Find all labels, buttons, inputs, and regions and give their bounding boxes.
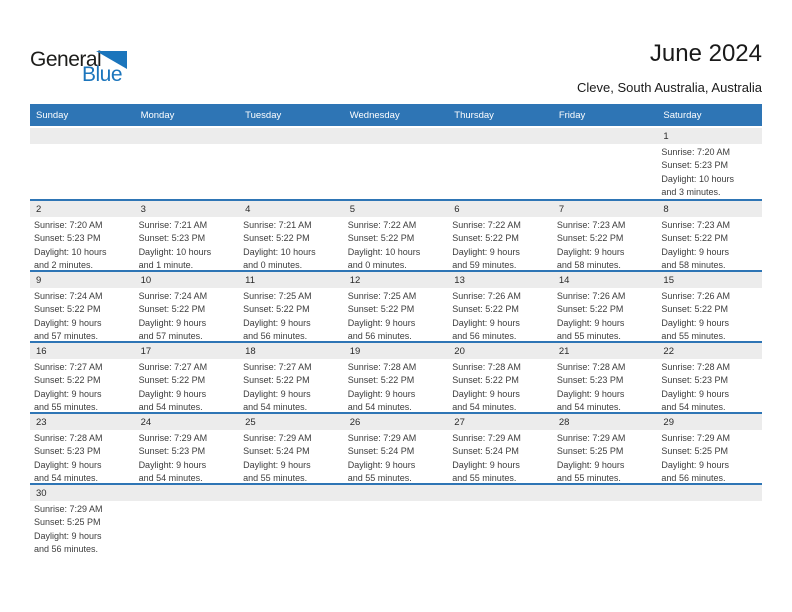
day-info-line: Sunrise: 7:21 AM (138, 220, 208, 230)
day-number: 8 (663, 203, 669, 215)
day-info-line: Sunset: 5:23 PM (34, 446, 101, 457)
day-cell (30, 430, 135, 486)
day-cell (448, 288, 553, 344)
day-info-line: Daylight: 9 hours (34, 530, 102, 541)
weekday-label: Monday (140, 109, 175, 121)
day-cell (448, 359, 553, 415)
day-info-line: Daylight: 9 hours (243, 459, 311, 470)
day-info-line: Daylight: 10 hours (661, 173, 734, 184)
calendar-weeks (30, 128, 762, 554)
day-number: 4 (245, 203, 251, 215)
day-info-line: Sunrise: 7:29 AM (661, 433, 730, 443)
day-info-line: Sunrise: 7:23 AM (556, 220, 626, 230)
day-info-line: and 56 minutes. (452, 331, 517, 342)
day-info-line: Sunset: 5:24 PM (452, 446, 519, 457)
day-info-line: Sunrise: 7:27 AM (243, 362, 312, 372)
day-info-line: Daylight: 9 hours (452, 388, 520, 399)
day-info-line: Daylight: 9 hours (138, 317, 207, 328)
day-info-line: Sunrise: 7:27 AM (138, 362, 208, 372)
content-band (30, 288, 762, 344)
day-info-line: Sunrise: 7:29 AM (347, 433, 417, 443)
day-info-line: Sunset: 5:23 PM (34, 233, 101, 244)
week-row (30, 483, 762, 554)
day-info-line: Daylight: 9 hours (34, 459, 102, 470)
weekday-label: Wednesday (349, 109, 400, 121)
day-number: 13 (454, 274, 465, 286)
day-info-line: and 55 minutes. (556, 331, 621, 342)
week-row (30, 412, 762, 483)
date-band (30, 414, 762, 430)
day-info-line: Sunset: 5:22 PM (347, 375, 415, 386)
day-info-line: and 56 minutes. (661, 473, 726, 484)
day-number: 11 (245, 274, 256, 286)
day-info-line: Sunrise: 7:29 AM (138, 433, 208, 443)
day-cell (344, 359, 449, 415)
day-info-line: Sunset: 5:22 PM (243, 233, 310, 244)
day-cell (448, 217, 553, 273)
day-info-line: Sunrise: 7:24 AM (34, 291, 103, 301)
day-info-line: Daylight: 9 hours (138, 388, 207, 399)
day-cell (239, 288, 344, 344)
day-info-line: Daylight: 9 hours (556, 459, 625, 470)
day-info-line: and 55 minutes. (243, 473, 308, 484)
day-cell (239, 501, 344, 557)
day-cell (344, 144, 449, 200)
date-band (30, 485, 762, 501)
day-cell (135, 288, 240, 344)
day-info-line: Sunset: 5:25 PM (556, 446, 624, 457)
day-info-line: Sunrise: 7:24 AM (138, 291, 208, 301)
day-info-line: Sunset: 5:22 PM (347, 304, 415, 315)
day-cell (135, 430, 240, 486)
day-info-line: and 55 minutes. (34, 402, 99, 413)
day-number: 18 (245, 345, 256, 357)
day-cell (448, 501, 553, 557)
day-info-line: and 57 minutes. (138, 331, 203, 342)
day-number: 15 (663, 274, 674, 286)
day-info-line: Sunset: 5:22 PM (34, 375, 101, 386)
day-info-line: and 54 minutes. (347, 402, 412, 413)
day-number: 9 (36, 274, 42, 286)
day-info-line: and 55 minutes. (556, 473, 621, 484)
day-info-line: Daylight: 9 hours (556, 317, 625, 328)
day-info-line: Sunset: 5:23 PM (556, 375, 624, 386)
day-info-line: Sunset: 5:22 PM (556, 233, 624, 244)
date-band (30, 272, 762, 288)
day-info-line: Sunrise: 7:26 AM (452, 291, 521, 301)
day-cell (657, 430, 762, 486)
day-info-line: Daylight: 9 hours (556, 388, 625, 399)
week-row (30, 270, 762, 341)
day-info-line: and 58 minutes. (661, 260, 726, 271)
day-info-line: Sunrise: 7:22 AM (347, 220, 417, 230)
day-info-line: Sunrise: 7:25 AM (243, 291, 312, 301)
day-info-line: Sunrise: 7:23 AM (661, 220, 730, 230)
day-info-line: Sunrise: 7:28 AM (556, 362, 626, 372)
day-number: 10 (140, 274, 152, 286)
content-band (30, 217, 762, 273)
day-info-line: and 56 minutes. (34, 544, 99, 555)
day-info-line: Sunset: 5:24 PM (347, 446, 415, 457)
day-info-line: Daylight: 9 hours (661, 459, 729, 470)
location-subtitle: Cleve, South Australia, Australia (577, 80, 762, 95)
day-info-line: Sunset: 5:22 PM (661, 304, 728, 315)
day-number: 2 (36, 203, 42, 215)
week-row (30, 199, 762, 270)
day-number: 20 (454, 345, 465, 357)
day-info-line: and 0 minutes. (347, 260, 407, 271)
day-info-line: Daylight: 9 hours (243, 317, 311, 328)
content-band (30, 144, 762, 200)
day-info-line: Sunrise: 7:29 AM (556, 433, 626, 443)
day-number: 12 (349, 274, 361, 286)
day-info-line: Sunrise: 7:26 AM (556, 291, 626, 301)
day-info-line: Sunrise: 7:29 AM (243, 433, 312, 443)
day-info-line: Sunrise: 7:29 AM (452, 433, 521, 443)
day-info-line: and 54 minutes. (243, 402, 308, 413)
page-title: June 2024 (649, 40, 762, 67)
day-info-line: and 3 minutes. (661, 187, 721, 198)
day-info-line: and 54 minutes. (661, 402, 726, 413)
day-cell (344, 501, 449, 557)
day-number: 29 (663, 416, 674, 428)
day-info-line: Sunset: 5:23 PM (138, 446, 206, 457)
day-info-line: and 55 minutes. (452, 473, 517, 484)
day-info-line: Sunset: 5:22 PM (243, 375, 310, 386)
day-cell (239, 430, 344, 486)
day-cell (344, 430, 449, 486)
logo-text-blue: Blue (82, 63, 123, 86)
day-info-line: and 1 minute. (138, 260, 194, 271)
day-number: 17 (140, 345, 152, 357)
day-number: 3 (140, 203, 146, 215)
day-info-line: and 58 minutes. (556, 260, 621, 271)
day-cell (553, 144, 658, 200)
day-info-line: Daylight: 9 hours (347, 317, 416, 328)
day-info-line: Sunrise: 7:28 AM (661, 362, 730, 372)
day-info-line: Sunrise: 7:29 AM (34, 504, 103, 514)
day-cell (657, 144, 762, 200)
day-number: 24 (140, 416, 152, 428)
day-number: 7 (558, 203, 565, 215)
day-cell (30, 288, 135, 344)
day-number: 19 (349, 345, 361, 357)
day-info-line: Daylight: 10 hours (347, 246, 421, 257)
day-cell (553, 359, 658, 415)
day-cell (30, 501, 135, 557)
content-band (30, 359, 762, 415)
day-info-line: and 54 minutes. (34, 473, 99, 484)
day-info-line: Daylight: 10 hours (138, 246, 212, 257)
day-cell (30, 217, 135, 273)
day-cell (553, 430, 658, 486)
day-info-line: Sunset: 5:22 PM (452, 375, 519, 386)
day-info-line: and 2 minutes. (34, 260, 94, 271)
day-cell (135, 144, 240, 200)
day-info-line: and 54 minutes. (452, 402, 517, 413)
day-info-line: Daylight: 9 hours (347, 388, 416, 399)
day-info-line: Sunset: 5:22 PM (34, 304, 101, 315)
day-cell (657, 217, 762, 273)
day-cell (135, 217, 240, 273)
day-info-line: and 56 minutes. (243, 331, 308, 342)
date-band (30, 343, 762, 359)
day-info-line: Sunset: 5:22 PM (556, 304, 624, 315)
day-cell (553, 288, 658, 344)
day-cell (135, 501, 240, 557)
day-number: 27 (454, 416, 465, 428)
day-cell (553, 501, 658, 557)
day-info-line: Sunrise: 7:26 AM (661, 291, 730, 301)
week-row (30, 341, 762, 412)
day-info-line: Sunrise: 7:21 AM (243, 220, 312, 230)
day-info-line: and 55 minutes. (661, 331, 726, 342)
calendar-table (30, 104, 762, 554)
day-info-line: Sunrise: 7:28 AM (452, 362, 521, 372)
day-number: 14 (558, 274, 570, 286)
weekday-label: Sunday (36, 109, 69, 121)
day-info-line: Daylight: 9 hours (556, 246, 625, 257)
day-info-line: Sunrise: 7:20 AM (661, 147, 730, 157)
day-cell (30, 359, 135, 415)
day-cell (657, 359, 762, 415)
day-info-line: Sunset: 5:23 PM (138, 233, 206, 244)
day-info-line: Daylight: 9 hours (452, 459, 520, 470)
day-info-line: Sunset: 5:25 PM (34, 517, 101, 528)
day-info-line: Sunrise: 7:22 AM (452, 220, 521, 230)
day-info-line: Daylight: 9 hours (661, 388, 729, 399)
day-info-line: and 56 minutes. (347, 331, 412, 342)
day-info-line: Daylight: 9 hours (138, 459, 207, 470)
weekday-header-row (30, 104, 762, 126)
day-info-line: Sunset: 5:24 PM (243, 446, 310, 457)
day-number: 1 (663, 130, 669, 142)
day-number: 25 (245, 416, 256, 428)
day-info-line: and 0 minutes. (243, 260, 303, 271)
day-info-line: Sunset: 5:25 PM (661, 446, 728, 457)
day-cell (657, 288, 762, 344)
weekday-label: Saturday (663, 109, 702, 121)
day-cell (239, 359, 344, 415)
day-cell (344, 217, 449, 273)
day-number: 16 (36, 345, 47, 357)
day-info-line: and 54 minutes. (138, 402, 203, 413)
day-info-line: and 57 minutes. (34, 331, 99, 342)
day-info-line: Sunrise: 7:27 AM (34, 362, 103, 372)
day-cell (30, 144, 135, 200)
day-info-line: Daylight: 9 hours (243, 388, 311, 399)
day-cell (344, 288, 449, 344)
day-number: 21 (558, 345, 570, 357)
content-band (30, 501, 762, 557)
day-info-line: Sunset: 5:22 PM (452, 233, 519, 244)
day-info-line: Sunrise: 7:25 AM (347, 291, 417, 301)
general-blue-logo (30, 50, 140, 92)
day-number: 22 (663, 345, 674, 357)
day-info-line: Sunset: 5:22 PM (138, 375, 206, 386)
day-cell (553, 217, 658, 273)
day-info-line: and 59 minutes. (452, 260, 517, 271)
date-band (30, 201, 762, 217)
day-info-line: Sunset: 5:23 PM (661, 160, 728, 171)
day-cell (239, 144, 344, 200)
day-info-line: and 54 minutes. (138, 473, 203, 484)
day-info-line: Daylight: 9 hours (34, 388, 102, 399)
logo-text-general: General (30, 48, 102, 71)
day-info-line: and 54 minutes. (556, 402, 621, 413)
day-info-line: Sunrise: 7:28 AM (347, 362, 417, 372)
content-band (30, 430, 762, 486)
day-info-line: Daylight: 9 hours (34, 317, 102, 328)
day-info-line: Daylight: 9 hours (452, 246, 520, 257)
date-band (30, 128, 762, 144)
day-info-line: Sunset: 5:22 PM (661, 233, 728, 244)
day-info-line: Daylight: 10 hours (243, 246, 316, 257)
day-number: 30 (36, 487, 47, 499)
day-number: 6 (454, 203, 460, 215)
week-row (30, 128, 762, 199)
day-number: 23 (36, 416, 47, 428)
day-info-line: Sunrise: 7:28 AM (34, 433, 103, 443)
day-cell (135, 359, 240, 415)
day-info-line: Sunset: 5:22 PM (243, 304, 310, 315)
day-cell (657, 501, 762, 557)
day-number: 5 (349, 203, 355, 215)
day-number: 28 (558, 416, 570, 428)
day-info-line: Daylight: 9 hours (347, 459, 416, 470)
day-info-line: Sunset: 5:22 PM (138, 304, 206, 315)
day-info-line: Sunset: 5:22 PM (347, 233, 415, 244)
day-info-line: Sunset: 5:22 PM (452, 304, 519, 315)
day-info-line: Daylight: 10 hours (34, 246, 107, 257)
day-info-line: Sunrise: 7:20 AM (34, 220, 103, 230)
day-info-line: Daylight: 9 hours (661, 317, 729, 328)
weekday-label: Tuesday (245, 109, 282, 121)
weekday-label: Friday (558, 109, 586, 121)
day-number: 26 (349, 416, 361, 428)
day-info-line: Sunset: 5:23 PM (661, 375, 728, 386)
day-info-line: Daylight: 9 hours (661, 246, 729, 257)
weekday-label: Thursday (454, 109, 494, 121)
day-info-line: Daylight: 9 hours (452, 317, 520, 328)
day-cell (448, 430, 553, 486)
day-cell (448, 144, 553, 200)
day-cell (239, 217, 344, 273)
day-info-line: and 55 minutes. (347, 473, 412, 484)
